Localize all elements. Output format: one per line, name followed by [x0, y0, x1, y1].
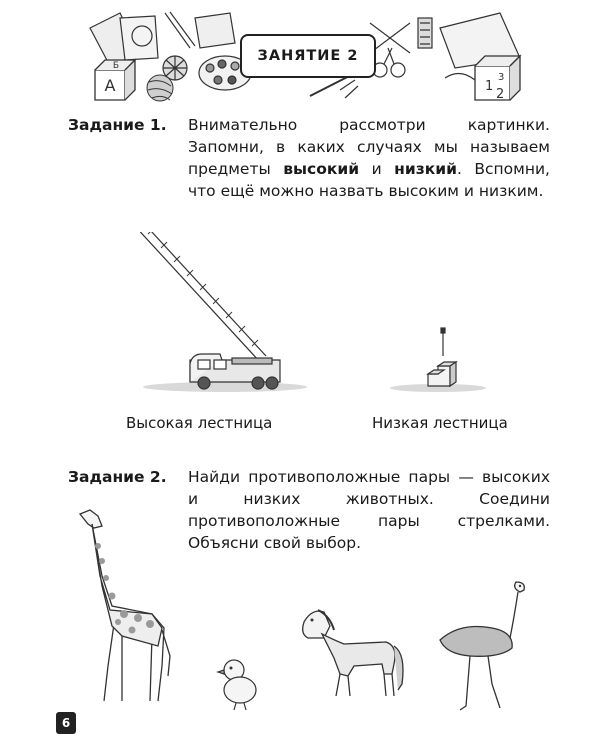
- ostrich-image: [430, 578, 540, 712]
- page-number: 6: [56, 712, 76, 734]
- pony-image: [294, 604, 416, 704]
- block-digit-3: 3: [498, 72, 505, 83]
- fire-truck-tall-ladder-image: [140, 232, 310, 400]
- yarn-ball-icon: [147, 75, 173, 101]
- task2-label: Задание 2.: [68, 468, 167, 486]
- task1-label: Задание 1.: [68, 116, 167, 134]
- lesson-title: [240, 34, 376, 78]
- caption-short-ladder: Низкая лестница: [372, 414, 508, 432]
- block-letter-a: А: [104, 76, 116, 95]
- block-digit-2: 2: [496, 87, 505, 102]
- chick-image: [212, 656, 264, 712]
- task1-word-high: высокий: [283, 160, 360, 178]
- task1-text-and: и: [359, 160, 395, 178]
- number-block-icon: [475, 56, 520, 102]
- caption-tall-ladder: Высокая лестница: [126, 414, 273, 432]
- task1-text-part1: Внимательно рассмотри картинки. Запомни, в каких случаях мы называем предметы: [188, 116, 550, 178]
- task1-word-low: низкий: [394, 160, 457, 178]
- task1-text-part2: . Вспомни, что ещё можно назвать высоким и низким.: [188, 160, 550, 200]
- block-digit-1: 1: [485, 79, 494, 94]
- letter-block-icon: [95, 60, 135, 100]
- task2-text: Найди противоположные пары — высоких и низких животных. Соедини противоположные пары стрелками. Объясни свой выбор.: [188, 468, 550, 552]
- short-ladder-image: [388, 326, 488, 400]
- giraffe-image: [62, 506, 182, 706]
- lesson-title-text: ЗАНЯТИЕ 2: [257, 48, 359, 64]
- task1-text: [188, 114, 550, 202]
- block-letter-b: Б: [112, 61, 120, 71]
